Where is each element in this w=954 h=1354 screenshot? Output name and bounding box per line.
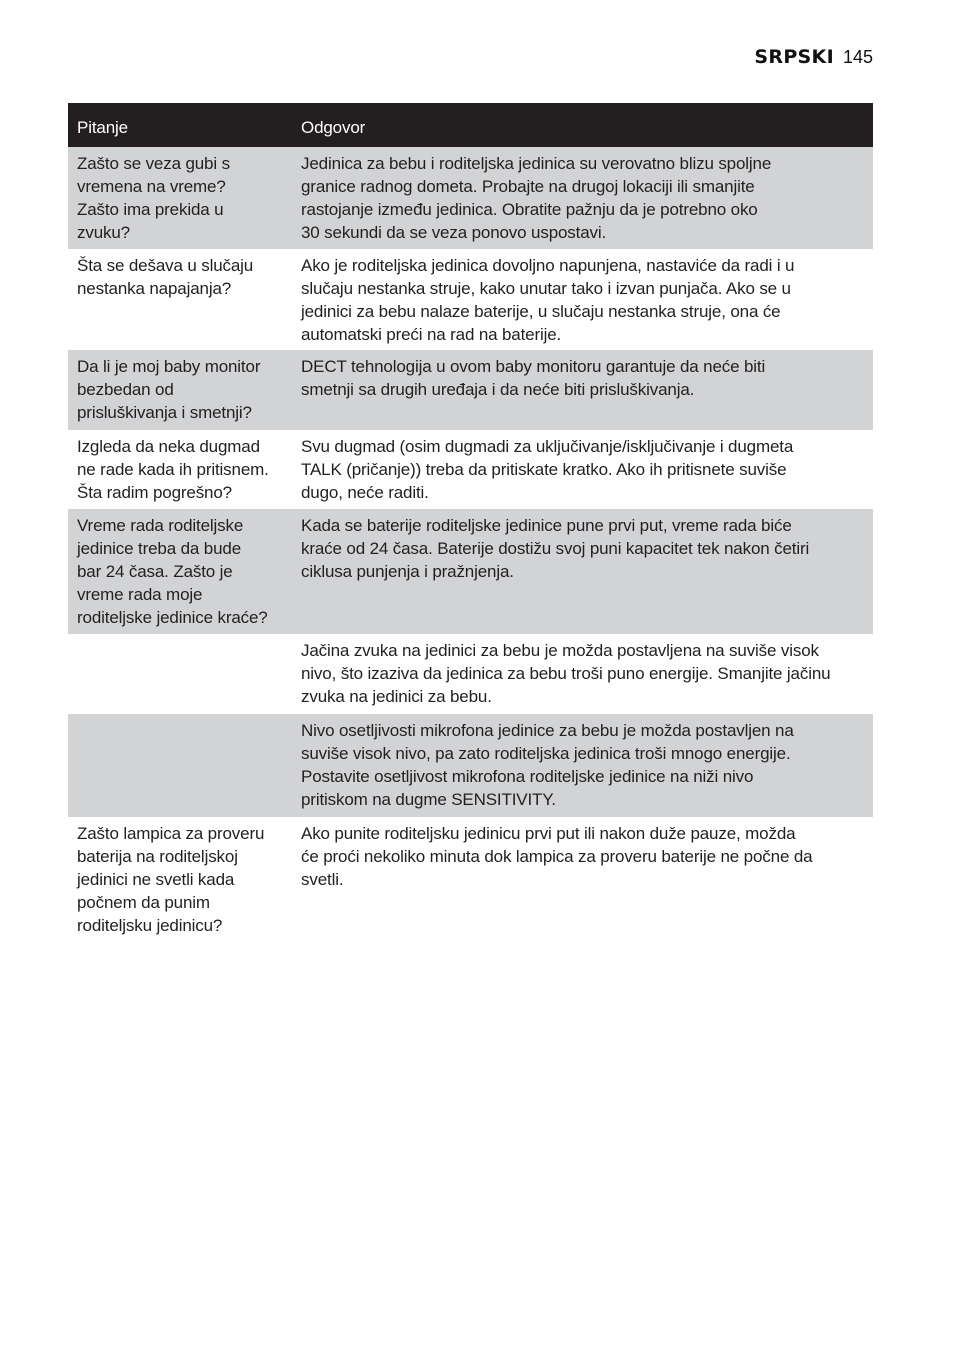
answer-cell bbox=[291, 430, 873, 509]
column-header-answer: Odgovor bbox=[301, 118, 366, 137]
answer-cell bbox=[291, 147, 873, 249]
answer-line: će proći nekoliko minuta dok lampica za proveru baterije ne počne da bbox=[301, 847, 813, 866]
answer-line: Jedinica za bebu i roditeljska jedinica su verovatno blizu spoljne bbox=[301, 154, 772, 173]
question-line: Zašto se veza gubi s bbox=[77, 154, 230, 173]
answer-line: dugo, neće raditi. bbox=[301, 483, 429, 502]
answer-cell bbox=[291, 350, 873, 430]
table-row bbox=[68, 350, 873, 430]
question-cell bbox=[68, 714, 291, 817]
question-line: Da li je moj baby monitor bbox=[77, 357, 261, 376]
question-line: Zašto ima prekida u bbox=[77, 200, 224, 219]
question-line: Izgleda da neka dugmad bbox=[77, 437, 260, 456]
page-number: 145 bbox=[842, 47, 873, 67]
answer-line: Ako punite roditeljsku jedinicu prvi put ili nakon duže pauze, možda bbox=[301, 824, 796, 843]
table-row bbox=[68, 249, 873, 350]
question-line: Vreme rada roditeljske bbox=[77, 516, 244, 535]
question-line: nestanka napajanja? bbox=[77, 279, 232, 298]
answer-line: 30 sekundi da se veza ponovo uspostavi. bbox=[301, 223, 607, 242]
answer-line: Ako je roditeljska jedinica dovoljno napunjena, nastaviće da radi i u bbox=[301, 256, 795, 275]
answer-cell bbox=[291, 634, 873, 714]
table-row bbox=[68, 817, 873, 942]
question-line: zvuku? bbox=[77, 223, 130, 242]
table-row bbox=[68, 634, 873, 714]
question-line: bar 24 časa. Zašto je bbox=[77, 562, 233, 581]
question-cell bbox=[68, 147, 291, 249]
answer-line: jedinici za bebu nalaze baterije, u slučaju nestanka struje, ona će bbox=[301, 302, 781, 321]
question-line: ne rade kada ih pritisnem. bbox=[77, 460, 269, 479]
answer-line: smetnji sa drugih uređaja i da neće biti prisluškivanja. bbox=[301, 380, 695, 399]
answer-line: Kada se baterije roditeljske jedinice pune prvi put, vreme rada biće bbox=[301, 516, 792, 535]
question-cell bbox=[68, 634, 291, 714]
answer-line: pritiskom na dugme SENSITIVITY. bbox=[301, 790, 556, 809]
question-line: Šta radim pogrešno? bbox=[77, 483, 232, 502]
page-header bbox=[754, 46, 873, 68]
answer-line: DECT tehnologija u ovom baby monitoru garantuje da neće biti bbox=[301, 357, 766, 376]
answer-line: kraće od 24 časa. Baterije dostižu svoj puni kapacitet tek nakon četiri bbox=[301, 539, 810, 558]
question-line: roditeljske jedinice kraće? bbox=[77, 608, 268, 627]
answer-line: zvuka na jedinici za bebu. bbox=[301, 687, 492, 706]
table-row bbox=[68, 714, 873, 817]
table-body bbox=[68, 147, 873, 942]
question-line: Zašto lampica za proveru bbox=[77, 824, 265, 843]
answer-line: automatski preći na rad na baterije. bbox=[301, 325, 562, 344]
answer-line: ciklusa punjenja i pražnjenja. bbox=[301, 562, 514, 581]
question-line: vreme rada moje bbox=[77, 585, 203, 604]
answer-line: Svu dugmad (osim dugmadi za uključivanje/isključivanje i dugmeta bbox=[301, 437, 794, 456]
answer-line: rastojanje između jedinica. Obratite pažnju da je potrebno oko bbox=[301, 200, 758, 219]
troubleshooting-table bbox=[68, 103, 873, 942]
question-line: baterija na roditeljskoj bbox=[77, 847, 238, 866]
question-line: jedinici ne svetli kada bbox=[77, 870, 235, 889]
answer-line: TALK (pričanje)) treba da pritiskate kratko. Ako ih pritisnete suviše bbox=[301, 460, 787, 479]
language-label: SRPSKI bbox=[754, 46, 834, 68]
answer-cell bbox=[291, 714, 873, 817]
answer-cell bbox=[291, 817, 873, 942]
table-header-row bbox=[68, 103, 873, 147]
answer-line: suviše visok nivo, pa zato roditeljska jedinica troši mnogo energije. bbox=[301, 744, 791, 763]
answer-cell bbox=[291, 249, 873, 350]
question-cell bbox=[68, 817, 291, 942]
question-line: roditeljsku jedinicu? bbox=[77, 916, 223, 935]
answer-line: slučaju nestanka struje, kako unutar tako i izvan punjača. Ako se u bbox=[301, 279, 791, 298]
table-row bbox=[68, 430, 873, 509]
question-cell bbox=[68, 249, 291, 350]
answer-line: Jačina zvuka na jedinici za bebu je možda postavljena na suviše visok bbox=[301, 641, 819, 660]
question-line: vremena na vreme? bbox=[77, 177, 226, 196]
answer-line: nivo, što izaziva da jedinica za bebu troši puno energije. Smanjite jačinu bbox=[301, 664, 831, 683]
column-header-question: Pitanje bbox=[77, 118, 128, 137]
question-cell bbox=[68, 350, 291, 430]
answer-line: svetli. bbox=[301, 870, 344, 889]
question-cell bbox=[68, 430, 291, 509]
question-cell bbox=[68, 509, 291, 634]
question-line: prisluškivanja i smetnji? bbox=[77, 403, 252, 422]
answer-cell bbox=[291, 509, 873, 634]
answer-line: Nivo osetljivosti mikrofona jedinice za bebu je možda postavljen na bbox=[301, 721, 794, 740]
question-line: Šta se dešava u slučaju bbox=[77, 256, 254, 275]
question-line: počnem da punim bbox=[77, 893, 210, 912]
question-line: bezbedan od bbox=[77, 380, 174, 399]
question-line: jedinice treba da bude bbox=[77, 539, 241, 558]
answer-line: Postavite osetljivost mikrofona roditeljske jedinice na niži nivo bbox=[301, 767, 754, 786]
table-row bbox=[68, 509, 873, 634]
table-row bbox=[68, 147, 873, 249]
answer-line: granice radnog dometa. Probajte na drugoj lokaciji ili smanjite bbox=[301, 177, 755, 196]
